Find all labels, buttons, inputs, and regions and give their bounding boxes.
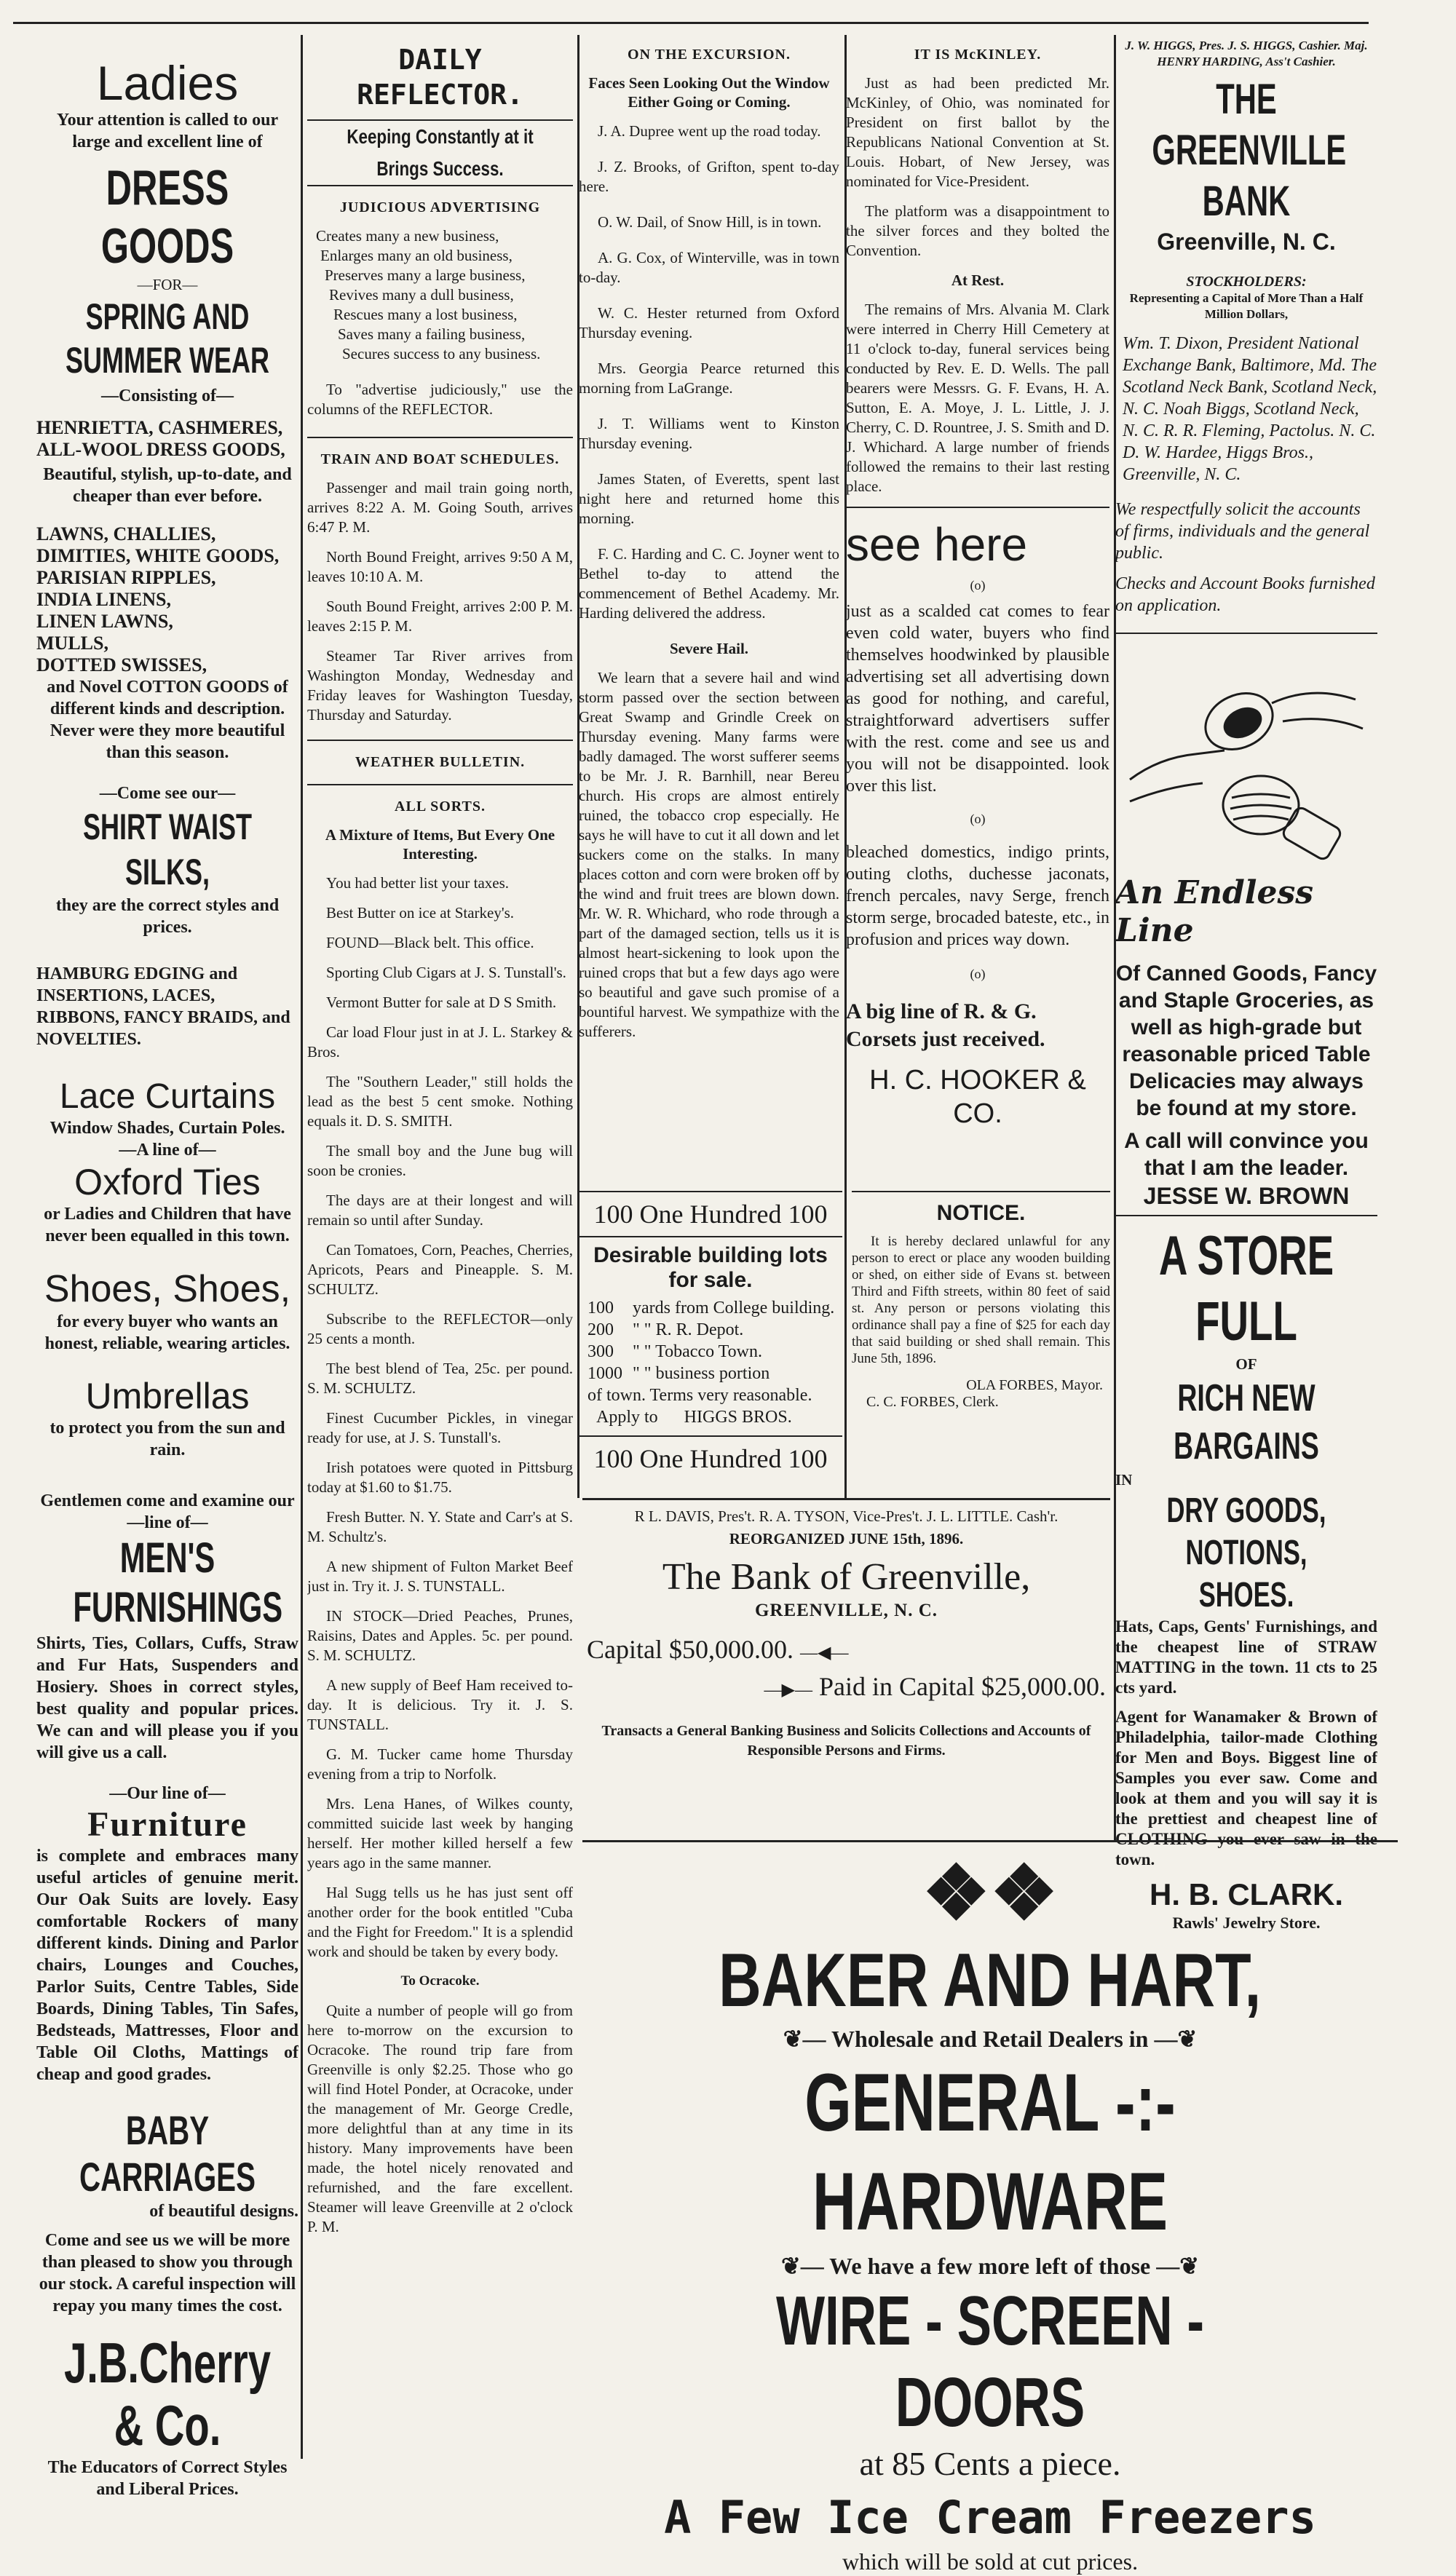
local-item: Sporting Club Cigars at J. S. Tunstall's.	[326, 964, 566, 981]
price-text: at 85 Cents a piece.	[859, 2445, 1121, 2482]
ocracoke-text: Quite a number of people will go from here to-morrow on the excursion to Ocracoke. The round trip fare from Greenville is only $2.25. Those who go will find Hotel Ponder, at Ocracoke, under the management of Mr. George Credle, more delightful than at any time in its history. Many improvements have been made, the hotel nicely renovated and refurnished, and the fare excellent. Steamer will leave Greenville at 2 o'clock P. M.	[307, 2002, 573, 2235]
agent-text: Agent for Wanamaker & Brown of Philadelphia, tailor-made Clothing for Men and Boys. Biggest line of Samples you ever saw. Come and look at them and you will say it is the prettiest and cheapest line of CLOTHING you ever saw in the town.	[1115, 1708, 1377, 1868]
ornament-icon: ❦—	[780, 2253, 824, 2279]
personal-item: W. C. Hester returned from Oxford Thursday evening.	[579, 304, 839, 341]
brown-name: JESSE W. BROWN	[1115, 1181, 1377, 1216]
capital-amount: $50,000.00.	[668, 1635, 794, 1664]
lots-distance: 300	[587, 1342, 614, 1361]
mens-note: Shirts, Ties, Collars, Cuffs, Straw and Fur Hats, Suspenders and Hosiery. Shoes in correct styles, best quality and popular prices. We can and will please you if you will give us a call.	[36, 1634, 298, 1762]
heading-ocracoke: To Ocracoke.	[400, 1973, 480, 1989]
heading-mckinley: IT IS McKINLEY.	[914, 47, 1042, 63]
right-column	[1115, 38, 1377, 1933]
umbrellas-heading: Umbrellas	[85, 1376, 250, 1416]
goods-item: PARISIAN RIPPLES,	[36, 567, 216, 588]
shoes-note: for every buyer who wants an honest, reliable, wearing articles.	[44, 1312, 290, 1353]
consisting-label: —Consisting of—	[100, 387, 234, 405]
paid-amount: $25,000.00.	[981, 1672, 1106, 1701]
intro-text: Your attention is called to our large and excellent line of	[56, 111, 279, 151]
divider: (o)	[970, 578, 986, 593]
ladies-heading: Ladies	[96, 57, 239, 110]
corsets-text: A big line of R. & G. Corsets just received.	[846, 999, 1045, 1051]
ornament-icon: ❖❖	[922, 1851, 1059, 1935]
local-item: G. M. Tucker came home Thursday evening from a trip to Norfolk.	[307, 1745, 573, 1783]
hats-text: Hats, Caps, Gents' Furnishings, and the cheapest line of STRAW MATTING in the town. 11 cts to 25 cts yard.	[1115, 1617, 1377, 1697]
baby-carriages-heading: BABY CARRIAGES	[79, 2107, 256, 2200]
heading-all-sorts: ALL SORTS.	[395, 798, 486, 815]
personal-item: J. Z. Brooks, of Grifton, spent to-day here.	[579, 158, 839, 195]
dry-goods-heading: DRY GOODS, NOTIONS, SHOES.	[1166, 1491, 1326, 1614]
goods-item: DOTTED SWISSES,	[36, 654, 207, 675]
column-rule	[844, 1179, 847, 1499]
shoes-heading: Shoes, Shoes,	[44, 1268, 291, 1310]
bank-transacts: Transacts a General Banking Business and Solicits Collections and Accounts of Responsible Persons and Firms.	[601, 1723, 1091, 1759]
handshake-illustration	[1115, 634, 1377, 874]
dealers-text: Wholesale and Retail Dealers in	[831, 2026, 1149, 2052]
umbrellas-note: to protect you from the sun and rain.	[50, 1419, 285, 1459]
advertise-text: To "advertise judiciously," use the columns of the REFLECTOR.	[307, 380, 573, 438]
local-item: Subscribe to the REFLECTOR—only 25 cents a month.	[307, 1310, 573, 1347]
personal-item: J. T. Williams went to Kinston Thursday evening.	[579, 415, 839, 452]
personal-item: A. G. Cox, of Winterville, was in town to-day.	[579, 249, 839, 286]
judicious-line: Enlarges many an old business,	[320, 247, 513, 264]
notice-text: It is hereby declared unlawful for any person to erect or place any wooden building or shed, on either side of Evans st. between Third and Fifth streets, within 80 feet of said st. Any person or persons violating this ordinance shall pay a fine of $25 for each day that said building or shed shall remain. This June 5th, 1896.	[852, 1234, 1110, 1366]
capital-label: Capital	[587, 1635, 662, 1664]
lots-place: yards from College building.	[633, 1299, 835, 1317]
rest-story: The remains of Mrs. Alvania M. Clark were interred in Cherry Hill Cemetery at 11 o'clock to-day, funeral services being conducted by Rev. E. D. Wells. The pall bearers were Messrs. G. F. Evans, H. A. Sutton, E. A. Moye, J. L. Little, J. J. Cherry, C. D. Rountree, J. S. Smith and D. J. Whichard. A large number of friends followed the remains to their last resting place.	[846, 300, 1109, 508]
excursion-sub: Faces Seen Looking Out the Window Either Going or Coming.	[588, 74, 830, 111]
news-column	[846, 42, 1109, 1130]
local-item: Best Butter on ice at Starkey's.	[326, 904, 515, 922]
solicit-text: We respectfully solicit the accounts of firms, individuals and the general public.	[1115, 500, 1370, 563]
judicious-line: Preserves many a large business,	[325, 266, 526, 284]
heading-weather: WEATHER BULLETIN.	[307, 754, 573, 785]
hamburg-text: HAMBURG EDGING and INSERTIONS, LACES, RIBBONS, FANCY BRAIDS, and NOVELTIES.	[36, 964, 290, 1049]
dry-goods-ad	[36, 57, 298, 2500]
bargains-heading: RICH NEW BARGAINS	[1174, 1377, 1319, 1467]
steamer-schedule: Steamer Tar River arrives from Washington Monday, Wednesday and Friday leaves for Washington Tuesday, Thursday and Saturday.	[307, 646, 573, 741]
mens-heading: MEN'S FURNISHINGS	[73, 1534, 283, 1631]
notice-title: NOTICE.	[936, 1201, 1026, 1225]
judicious-line: Creates many a new business,	[316, 227, 499, 245]
store-full-heading: A STORE FULL	[1158, 1225, 1334, 1352]
oxford-heading: Oxford Ties	[74, 1162, 261, 1202]
gentlemen-text: Gentlemen come and examine our —line of—	[40, 1491, 295, 1532]
rawls-text: Rawls' Jewelry Store.	[1172, 1914, 1321, 1932]
judicious-line: Secures success to any business.	[342, 345, 541, 362]
excursion-column	[579, 42, 839, 1052]
lots-distance: 100	[587, 1299, 614, 1317]
fabrics-note: Beautiful, stylish, up-to-date, and cheaper than ever before.	[43, 465, 292, 506]
column-rule	[301, 35, 303, 2459]
shirt-note: they are the correct styles and prices.	[55, 896, 280, 937]
goods-item: LINEN LAWNS,	[36, 611, 173, 632]
local-item: Vermont Butter for sale at D S Smith.	[326, 994, 557, 1011]
checks-text: Checks and Account Books furnished on application.	[1115, 573, 1377, 634]
lots-title: Desirable building lots for sale.	[593, 1243, 828, 1292]
judicious-line: Revives many a dull business,	[329, 286, 514, 304]
general-hardware-heading: GENERAL -:- HARDWARE	[804, 2057, 1176, 2247]
local-item: Mrs. Lena Hanes, of Wilkes county, committed suicide last week by hanging herself. Her mother killed herself a few years ago in the same manner.	[307, 1795, 573, 1871]
see-text: just as a scalded cat comes to fear even cold water, buyers who find themselves hoodwinked by plausible advertising set all advertising down as good for nothing, and careful, straightforward advertisers suffer with the rest. come and see us and you will not be disappointed. look over this list.	[846, 602, 1109, 796]
lace-heading: Lace Curtains	[59, 1077, 276, 1116]
train-schedule: Passenger and mail train going north, arrives 8:22 A. M. Going South, arrives 6:47 P. M.	[307, 479, 573, 536]
local-item: IN STOCK—Dried Peaches, Prunes, Raisins, Dates and Apples. 5c. per pound. S. M. SCHULTZ.	[307, 1607, 573, 1664]
few-more-text: We have a few more left of those	[829, 2253, 1151, 2279]
baker-hart-title: BAKER AND HART,	[719, 1938, 1262, 2023]
reflector-column	[307, 42, 573, 2247]
train-schedule: South Bound Freight, arrives 2:00 P. M. leaves 2:15 P. M.	[307, 598, 573, 635]
heading-hail: Severe Hail.	[669, 640, 749, 657]
notice	[852, 1191, 1110, 1411]
local-item: Hal Sugg tells us he has just sent off another order for the book entitled "Cuba and the Fight for Freedom." It is a splendid work and should be taken by every body.	[307, 1884, 573, 1960]
heading-judicious: JUDICIOUS ADVERTISING	[339, 199, 541, 215]
lots-edge-top: 100 One Hundred 100	[579, 1198, 842, 1237]
lots-place: " " business portion	[633, 1364, 770, 1383]
cut-prices-text: which will be sold at cut prices.	[842, 2548, 1139, 2575]
lots-distance: 200	[587, 1320, 614, 1339]
local-item: FOUND—Black belt. This office.	[326, 934, 534, 951]
groceries-text: Of Canned Goods, Fancy and Staple Groceries, as well as high-grade but reasonable priced Table Delicacies may always be found at my store.	[1115, 962, 1377, 1120]
baker-hart-ad	[582, 1840, 1398, 2576]
stockholders-list: Wm. T. Dixon, President National Exchange Bank, Baltimore, Md. The Scotland Neck Bank, Scotland Neck, N. C. Noah Biggs, Scotland Neck, N. C. R. R. Fleming, Pactolus. N. C. D. W. Hardee, Higgs Bros., Greenville, N. C.	[1123, 334, 1377, 484]
mckinley-story: Just as had been predicted Mr. McKinley, of Ohio, was nominated for President on first ballot by the Republicans National Convention at St. Louis. Hobart, of New Jersey, was nominated for Vice-President.	[846, 74, 1109, 190]
judicious-line: Saves many a failing business,	[338, 325, 526, 343]
local-item: The days are at their longest and will remain so until after Sunday.	[307, 1192, 573, 1229]
local-item: A new shipment of Fulton Market Beef just in. Try it. J. S. TUNSTALL.	[307, 1558, 573, 1595]
local-item: Finest Cucumber Pickles, in vinegar ready for use, at J. S. Tunstall's.	[307, 1409, 573, 1446]
stockholders-heading: STOCKHOLDERS:	[1186, 274, 1307, 290]
lots-apply: Apply to	[596, 1408, 658, 1427]
mckinley-story: The platform was a disappointment to the silver forces and they bolted the Convention.	[846, 202, 1109, 259]
endless-line-heading: An Endless Line	[1115, 874, 1313, 949]
lots-apply-name: HIGGS BROS.	[684, 1408, 792, 1427]
heading-train: TRAIN AND BOAT SCHEDULES.	[320, 451, 560, 467]
local-item: The best blend of Tea, 25c. per pound. S. M. SCHULTZ.	[307, 1360, 573, 1397]
ornament-icon: —❦	[1154, 2026, 1198, 2052]
paid-label: Paid in Capital	[819, 1672, 975, 1701]
goods-item: LAWNS, CHALLIES,	[36, 523, 216, 544]
goods-list: bleached domestics, indigo prints, outing cloths, duchesse jaconats, french percales, navy Serge, french storm serge, brocaded bateste, etc., in profusion and prices way down.	[846, 843, 1109, 949]
personal-item: J. A. Dupree went up the road today.	[598, 122, 821, 140]
heading-excursion: ON THE EXCURSION.	[628, 47, 791, 63]
judicious-line: Rescues many a lost business,	[333, 306, 518, 323]
in-label: IN	[1115, 1471, 1133, 1489]
bank-place: GREENVILLE, N. C.	[754, 1601, 938, 1620]
season-heading: SPRING AND SUMMER WEAR	[66, 296, 269, 381]
novel-text: and Novel COTTON GOODS of different kinds and description. Never were they more beautiful than this season.	[47, 678, 288, 762]
divider: (o)	[970, 967, 986, 981]
bank-of-greenville-ad: R L. DAVIS, Pres't. R. A. TYSON, Vice-Pres't. J. L. LITTLE. Cash'r. REORGANIZED JUNE 15th, 1896. The Bank of Greenville, GREENVILLE, N. C. Capital $50,000.00. —◀— —▶— Paid in Capital $25,000.00. Transacts a General Banking Business and Solicits Collections and Accounts of Responsible Persons and Firms.	[582, 1498, 1110, 1761]
heading-rest: At Rest.	[951, 272, 1005, 289]
local-item: Fresh Butter. N. Y. State and Carr's at S. M. Schultz's.	[307, 1508, 573, 1545]
line-of-label: —A line of—	[119, 1141, 216, 1160]
all-sorts-sub: A Mixture of Items, But Every One Interesting.	[325, 826, 555, 863]
fabric-line: ALL-WOOL DRESS GOODS,	[36, 439, 285, 460]
lots-distance: 1000	[587, 1364, 622, 1383]
hail-story: We learn that a severe hail and wind storm passed over the section between Great Swamp and Grindle Creek on Thursday evening. Many farms were badly damaged. The worst sufferer seems to be Mr. J. R. Barnhill, near Bereu church. His crops are almost entirely ruined, the tobacco crop especially. He says he will have to cut it all down and let suckers come on the stalks. In many places cotton and corn were broken off by the wind and fruit trees are blown down. Mr. W. R. Whichard, who rode through a part of the damaged section, tells us it is almost heart-sickening to look upon the ruined crops that but a few days ago were so beautiful and gave such promise of a bountiful harvest. We sympathize with the sufferers.	[579, 669, 839, 1040]
local-item: The "Southern Leader," still holds the lead as the best 5 cent smoke. Nothing equals it. D. S. SMITH.	[307, 1073, 573, 1130]
hooker-firm: H. C. HOOKER & CO.	[869, 1065, 1086, 1129]
shirt-silks-heading: SHIRT WAIST SILKS,	[83, 807, 252, 892]
fabric-line: HENRIETTA, CASHMERES,	[36, 417, 283, 438]
see-here-heading: see here	[846, 518, 1028, 571]
freezers-heading: A Few Ice Cream Freezers	[664, 2491, 1316, 2544]
train-schedule: North Bound Freight, arrives 9:50 A M, leaves 10:10 A. M.	[307, 548, 573, 585]
stockholders-sub: Representing a Capital of More Than a Half Million Dollars,	[1129, 291, 1364, 321]
hands-icon	[1115, 634, 1377, 874]
local-item: A new supply of Beef Ham received to-day. It is delicious. Try it. J. S. TUNSTALL.	[307, 1676, 573, 1733]
furniture-heading: Furniture	[87, 1805, 248, 1844]
local-item: The small boy and the June bug will soon be cronies.	[307, 1142, 573, 1179]
local-item: Irish potatoes were quoted in Pittsburg today at $1.60 to $1.75.	[307, 1459, 573, 1496]
bank-reorganized: REORGANIZED JUNE 15th, 1896.	[729, 1530, 964, 1547]
of-label: OF	[1235, 1355, 1257, 1373]
divider: (o)	[970, 812, 986, 826]
top-border	[13, 22, 1369, 24]
oxford-note: or Ladies and Children that have never been equalled in this town.	[44, 1205, 291, 1245]
local-item: You had better list your taxes.	[326, 874, 510, 892]
goods-item: DIMITIES, WHITE GOODS,	[36, 545, 280, 566]
lace-note: Window Shades, Curtain Poles.	[50, 1119, 285, 1138]
bank-name: The Bank of Greenville,	[662, 1556, 1031, 1598]
greenville-bank-place: Greenville, N. C.	[1157, 229, 1336, 255]
dress-goods-heading: DRESS GOODS	[100, 160, 234, 274]
ornament-icon: —❦	[1156, 2253, 1200, 2279]
notice-clerk: C. C. FORBES, Clerk.	[866, 1394, 999, 1410]
building-lots-ad	[579, 1191, 842, 1475]
screen-doors-heading: WIRE - SCREEN - DOORS	[775, 2282, 1205, 2441]
lots-edge-bottom: 100 One Hundred 100	[579, 1435, 842, 1475]
bank-officers: R L. DAVIS, Pres't. R. A. TYSON, Vice-Pres't. J. L. LITTLE. Cash'r.	[634, 1507, 1059, 1525]
local-item: Car load Flour just in at J. L. Starkey & Bros.	[307, 1023, 573, 1061]
masthead: DAILY REFLECTOR.	[307, 42, 573, 121]
local-item: Can Tomatoes, Corn, Peaches, Cherries, Apricots, Pears and Pineapple. S. M. SCHULTZ.	[307, 1241, 573, 1298]
motto: Keeping Constantly at it Brings Success.	[347, 125, 534, 180]
furniture-note: is complete and embraces many useful articles of genuine merit. Our Oak Suits are lovely. Easy comfortable Rockers of many different kinds. Dining and Parlor chairs, Lounges and Couches, Parlor Suits, Centre Tables, Side Boards, Dining Tables, Tin Safes, Bedsteads, Mattresses, Floor and Table Oil Cloths, Mattings of cheap and good grades.	[36, 1847, 298, 2084]
personal-item: James Staten, of Everetts, spent last night here and returned home this morning.	[579, 470, 839, 527]
come-see-label: —Come see our—	[99, 784, 236, 803]
notice-mayor: OLA FORBES, Mayor.	[966, 1377, 1103, 1393]
ornament-icon: ❦—	[783, 2026, 826, 2052]
clark-name: H. B. CLARK.	[1150, 1877, 1343, 1911]
greenville-bank-name: THE GREENVILLE BANK	[1152, 76, 1347, 225]
baby-note: of beautiful designs.	[149, 2202, 298, 2221]
cherry-firm-name: J.B.Cherry & Co.	[63, 2331, 272, 2457]
lots-place: " " R. R. Depot.	[633, 1320, 744, 1339]
lots-place: " " Tobacco Town.	[633, 1342, 762, 1361]
for-label: —FOR—	[137, 276, 198, 293]
goods-item: INDIA LINENS,	[36, 589, 171, 610]
personal-item: O. W. Dail, of Snow Hill, is in town.	[598, 213, 822, 231]
leader-text: A call will convince you that I am the leader.	[1124, 1129, 1369, 1180]
lots-terms: of town. Terms very reasonable.	[587, 1386, 812, 1405]
come-note: Come and see us we will be more than pleased to show you through our stock. A careful inspection will repay you many times the cost.	[39, 2231, 296, 2315]
personal-item: Mrs. Georgia Pearce returned this morning from LaGrange.	[579, 360, 839, 397]
cherry-tagline: The Educators of Correct Styles and Liberal Prices.	[47, 2458, 288, 2499]
goods-item: MULLS,	[36, 633, 108, 654]
our-line-label: —Our line of—	[109, 1784, 226, 1803]
greenville-bank-officers: J. W. HIGGS, Pres. J. S. HIGGS, Cashier. Maj. HENRY HARDING, Ass't Cashier.	[1125, 39, 1368, 68]
personal-item: F. C. Harding and C. C. Joyner went to Bethel to-day to attend the commencement of Bethel Academy. Mr. Harding delivered the address.	[579, 545, 839, 622]
